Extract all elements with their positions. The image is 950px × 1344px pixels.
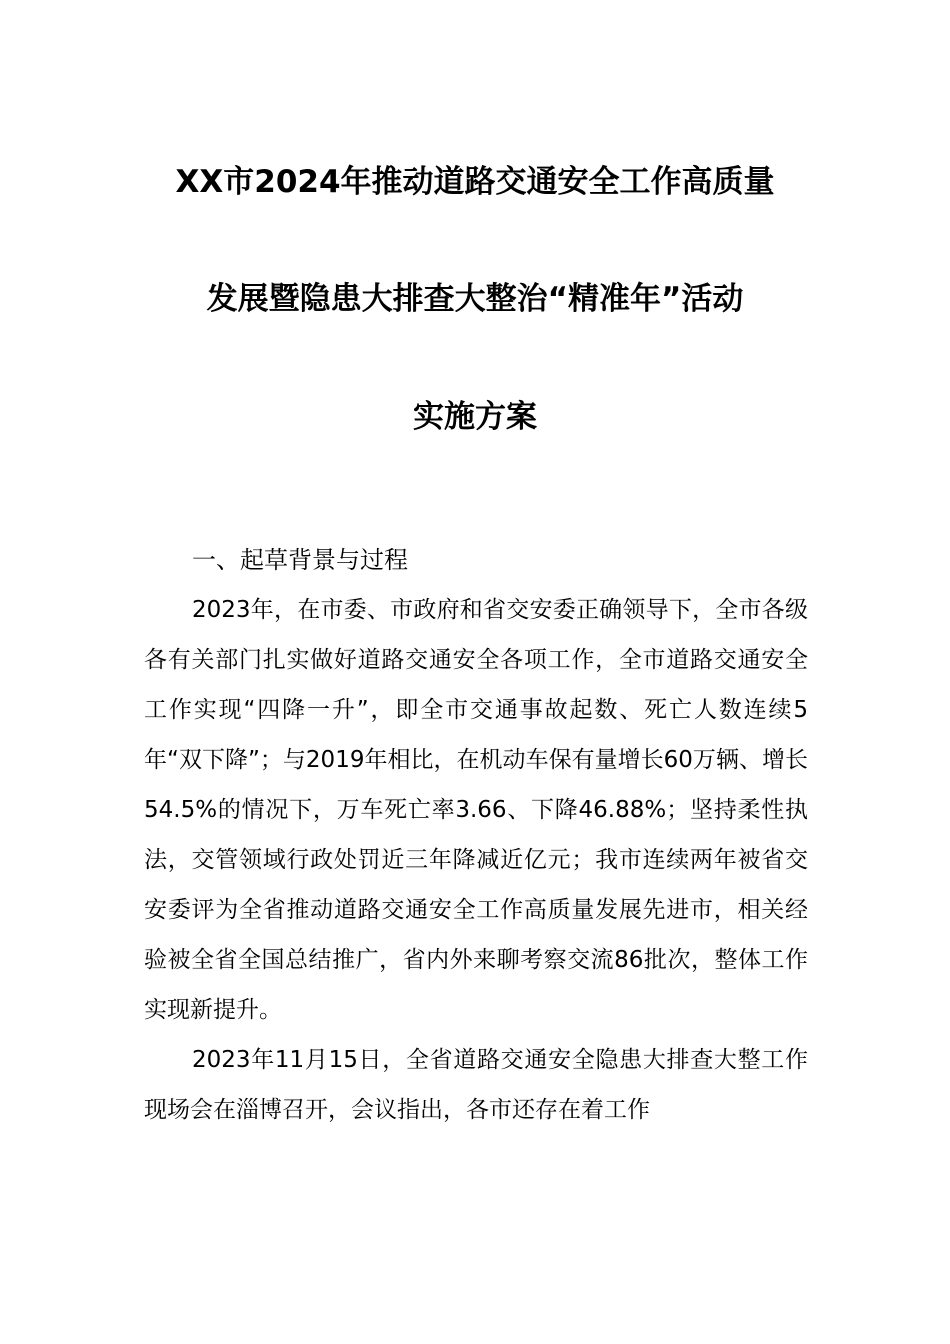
document-body bbox=[144, 535, 808, 1135]
section-heading: 一、起草背景与过程 bbox=[192, 546, 408, 574]
document-title-line-2: 发展暨隐患大排查大整治“精准年”活动 bbox=[206, 281, 744, 317]
paragraph-meeting: 2023年11月15日，全省道路交通安全隐患大排查大整工作现场会在淄博召开，会议指出，各市还存在着工作 bbox=[144, 1047, 808, 1123]
paragraph-background: 2023年，在市委、市政府和省交安委正确领导下，全市各级各有关部门扎实做好道路交通安全各项工作，全市道路交通安全工作实现“四降一升”，即全市交通事故起数、死亡人数连续5年“双下降”；与2019年相比，在机动车保有量增长60万辆、增长54.5%的情况下，万车死亡率3.66、下降46.88%；坚持柔性执法，交管领域行政处罚近三年降减近亿元；我市连续两年被省交安委评为全省推动道路交通安全工作高质量发展先进市，相关经验被全省全国总结推广，省内外来聊考察交流86批次，整体工作实现新提升。 bbox=[144, 597, 808, 1023]
document-title-line-3: 实施方案 bbox=[413, 399, 537, 435]
document-title-line-1: XX市2024年推动道路交通安全工作高质量 bbox=[175, 164, 775, 200]
